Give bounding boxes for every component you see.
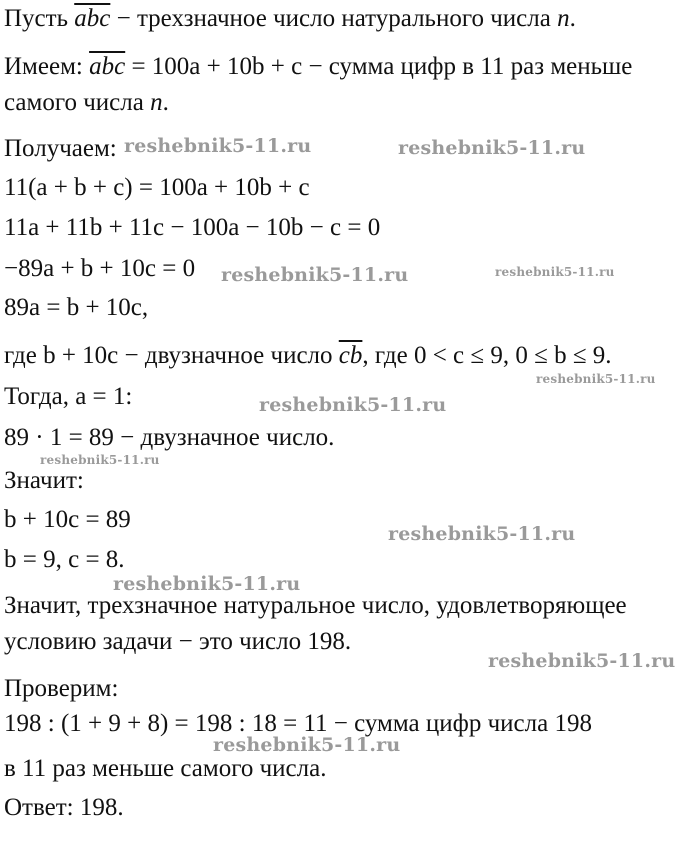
line-12: Значит: bbox=[4, 467, 84, 494]
watermark-11: reshebnik5-11.ru bbox=[213, 734, 401, 756]
line-11: 89 · 1 = 89 − двузначное число. bbox=[4, 424, 335, 451]
line-1-prefix: Пусть bbox=[4, 5, 75, 32]
line-9-prefix: где b + 10c − двузначное число bbox=[4, 342, 339, 369]
line-5: 11(a + b + c) = 100a + 10b + c bbox=[4, 174, 310, 201]
watermark-2: reshebnik5-11.ru bbox=[398, 137, 586, 159]
watermark-1: reshebnik5-11.ru bbox=[124, 135, 312, 157]
line-3-text: самого числа bbox=[4, 89, 151, 116]
overline-abc-2: $\overline{abc}$ bbox=[89, 53, 126, 80]
line-9-rest: , где 0 < c ≤ 9, 0 ≤ b ≤ 9. bbox=[362, 342, 612, 369]
var-n-2: n bbox=[150, 89, 163, 116]
line-6: 11a + 11b + 11c − 100a − 10b − c = 0 bbox=[4, 214, 381, 241]
line-7: −89a + b + 10c = 0 bbox=[4, 255, 196, 282]
line-1 bbox=[4, 4, 576, 34]
line-19: в 11 раз меньше самого числа. bbox=[4, 755, 327, 782]
line-18: 198 : (1 + 9 + 8) = 198 : 18 = 11 − сумма цифр числа 198 bbox=[4, 710, 592, 737]
line-10: Тогда, a = 1: bbox=[4, 383, 133, 410]
line-1-rest: − трехзначное число натурального числа bbox=[110, 5, 558, 32]
line-17: Проверим: bbox=[4, 675, 119, 702]
line-2-prefix: Имеем: bbox=[4, 53, 90, 80]
watermark-4: reshebnik5-11.ru bbox=[495, 265, 615, 279]
line-14: b = 9, c = 8. bbox=[4, 546, 125, 573]
watermark-5: reshebnik5-11.ru bbox=[536, 372, 656, 386]
overline-cb: $\overline{cb}$ bbox=[338, 342, 363, 369]
line-13: b + 10c = 89 bbox=[4, 506, 131, 533]
line-9 bbox=[4, 341, 612, 371]
line-3 bbox=[4, 88, 169, 118]
line-4: Получаем: bbox=[4, 135, 117, 162]
line-20: Ответ: 198. bbox=[4, 794, 124, 821]
watermark-3: reshebnik5-11.ru bbox=[221, 264, 409, 286]
line-2 bbox=[4, 52, 632, 82]
line-16: условию задачи − это число 198. bbox=[4, 628, 352, 655]
watermark-10: reshebnik5-11.ru bbox=[488, 650, 676, 672]
line-15: Значит, трехзначное натуральное число, удовлетворяющее bbox=[4, 592, 627, 619]
var-n: n bbox=[557, 5, 570, 32]
line-1-end: . bbox=[569, 5, 576, 32]
line-2-rest: = 100a + 10b + c − сумма цифр в 11 раз меньше bbox=[125, 53, 633, 80]
watermark-8: reshebnik5-11.ru bbox=[388, 523, 576, 545]
watermark-7: reshebnik5-11.ru bbox=[40, 453, 160, 467]
watermark-9: reshebnik5-11.ru bbox=[113, 573, 301, 595]
line-3-end: . bbox=[162, 89, 169, 116]
overline-abc: $\overline{abc}$ bbox=[74, 5, 111, 32]
watermark-6: reshebnik5-11.ru bbox=[259, 394, 447, 416]
line-8: 89a = b + 10c, bbox=[4, 294, 149, 321]
